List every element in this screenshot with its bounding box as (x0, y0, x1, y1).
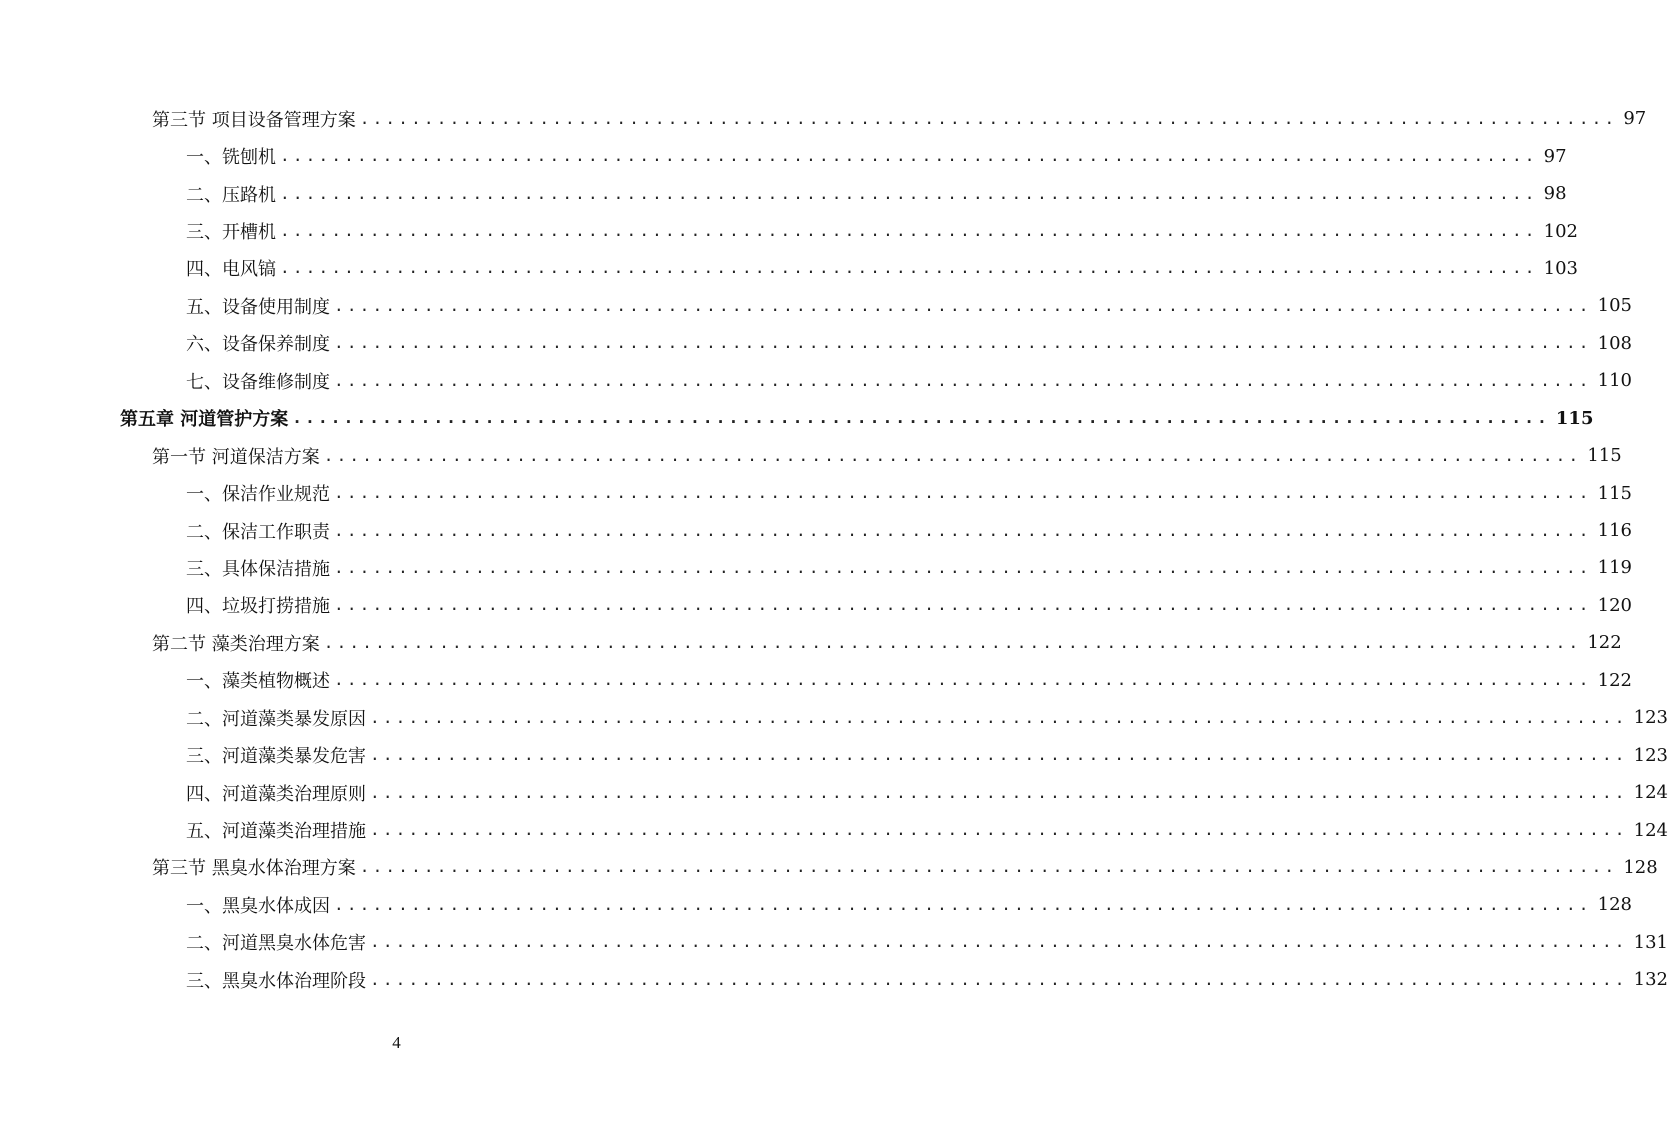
toc-entry-page: 124 (1633, 782, 1668, 804)
toc-entry-title: 二、河道藻类暴发原因 (186, 708, 366, 730)
dot-leader: .................................................................................................. (280, 183, 1538, 203)
toc-entry[interactable] (0, 474, 1632, 511)
toc-entry-page: 115 (1597, 482, 1632, 504)
dot-leader: .................................................................................................. (370, 932, 1628, 952)
toc-entry-page: 116 (1597, 520, 1632, 542)
toc-entry[interactable] (0, 437, 1622, 474)
toc-entry-page: 120 (1597, 594, 1632, 616)
dot-leader: .................................................................................................. (292, 408, 1550, 428)
toc-entry-title: 四、垃圾打捞措施 (186, 596, 330, 618)
toc-entry-title: 一、藻类植物概述 (186, 671, 330, 693)
dot-leader: .................................................................................................. (334, 333, 1592, 353)
toc-entry[interactable] (0, 512, 1632, 549)
toc-entry[interactable] (0, 662, 1632, 699)
table-of-contents (0, 100, 1668, 999)
dot-leader: .................................................................................................. (280, 221, 1538, 241)
dot-leader: .................................................................................................. (334, 520, 1592, 540)
dot-leader: .................................................................................................. (334, 370, 1592, 390)
toc-entry-page: 105 (1597, 295, 1632, 317)
toc-entry[interactable] (0, 811, 1668, 848)
toc-entry[interactable] (0, 624, 1622, 661)
toc-entry-page: 98 (1543, 183, 1567, 205)
toc-entry-page: 122 (1597, 669, 1632, 691)
dot-leader: .................................................................................................. (334, 670, 1592, 690)
dot-leader: .................................................................................................. (370, 782, 1628, 802)
toc-entry-page: 108 (1597, 332, 1632, 354)
dot-leader: .................................................................................................. (370, 707, 1628, 727)
toc-entry[interactable] (0, 961, 1668, 998)
toc-entry-title: 第三节 黑臭水体治理方案 (152, 858, 356, 880)
toc-entry-title: 三、具体保洁措施 (186, 558, 330, 580)
toc-entry[interactable] (0, 736, 1668, 773)
toc-entry-title: 一、保洁作业规范 (186, 484, 330, 506)
toc-entry-page: 124 (1633, 819, 1668, 841)
toc-entry-title: 三、黑臭水体治理阶段 (186, 970, 366, 992)
toc-entry-title: 第二节 藻类治理方案 (152, 633, 320, 655)
toc-entry[interactable] (0, 287, 1632, 324)
page-number: 4 (392, 1033, 401, 1052)
dot-leader: .................................................................................................. (323, 445, 1582, 465)
toc-entry-page: 128 (1623, 856, 1658, 878)
toc-entry[interactable] (0, 175, 1567, 212)
toc-entry-title: 五、设备使用制度 (186, 296, 330, 318)
toc-entry-title: 一、铣刨机 (186, 147, 276, 169)
toc-entry-page: 123 (1633, 707, 1668, 729)
toc-entry[interactable] (0, 886, 1632, 923)
dot-leader: .................................................................................................. (370, 969, 1628, 989)
dot-leader: .................................................................................................. (359, 108, 1618, 128)
toc-entry-page: 97 (1623, 108, 1647, 130)
toc-entry-title: 第一节 河道保洁方案 (152, 446, 320, 468)
toc-entry-title: 三、开槽机 (186, 222, 276, 244)
toc-entry-title: 四、河道藻类治理原则 (186, 783, 366, 805)
toc-entry-page: 131 (1633, 931, 1668, 953)
dot-leader: .................................................................................................. (280, 258, 1538, 278)
toc-entry-title: 二、河道黑臭水体危害 (186, 933, 366, 955)
toc-entry-page: 132 (1633, 969, 1668, 991)
dot-leader: .................................................................................................. (334, 894, 1592, 914)
dot-leader: .................................................................................................. (370, 745, 1628, 765)
toc-entry-page: 122 (1587, 632, 1622, 654)
toc-entry[interactable] (0, 100, 1647, 137)
toc-entry[interactable] (0, 924, 1668, 961)
toc-entry[interactable] (0, 587, 1632, 624)
toc-entry-title: 第五章 河道管护方案 (120, 409, 289, 431)
toc-entry[interactable] (0, 549, 1632, 586)
dot-leader: .................................................................................................. (359, 857, 1618, 877)
toc-entry-page: 103 (1543, 257, 1578, 279)
toc-entry-page: 123 (1633, 744, 1668, 766)
toc-entry-title: 四、电风镐 (186, 259, 276, 281)
toc-entry-title: 一、黑臭水体成因 (186, 895, 330, 917)
toc-entry-page: 97 (1543, 145, 1567, 167)
toc-entry-title: 二、压路机 (186, 184, 276, 206)
toc-entry-page: 119 (1597, 557, 1632, 579)
toc-entry-title: 六、设备保养制度 (186, 334, 330, 356)
toc-entry-page: 115 (1587, 445, 1622, 467)
toc-entry-title: 七、设备维修制度 (186, 371, 330, 393)
toc-entry-page: 110 (1597, 370, 1632, 392)
toc-entry[interactable] (0, 212, 1578, 249)
toc-entry[interactable] (0, 774, 1668, 811)
toc-chapter-entry[interactable] (0, 400, 1594, 437)
toc-entry[interactable] (0, 849, 1658, 886)
dot-leader: .................................................................................................. (370, 820, 1628, 840)
toc-entry-title: 二、保洁工作职责 (186, 521, 330, 543)
toc-entry[interactable] (0, 325, 1632, 362)
dot-leader: .................................................................................................. (334, 483, 1592, 503)
toc-entry[interactable] (0, 699, 1668, 736)
dot-leader: .................................................................................................. (334, 295, 1592, 315)
dot-leader: .................................................................................................. (334, 557, 1592, 577)
dot-leader: .................................................................................................. (334, 595, 1592, 615)
toc-entry[interactable] (0, 250, 1578, 287)
toc-entry-page: 102 (1543, 220, 1578, 242)
toc-entry-page: 115 (1555, 407, 1594, 429)
toc-entry-title: 三、河道藻类暴发危害 (186, 746, 366, 768)
dot-leader: .................................................................................................. (323, 632, 1582, 652)
toc-entry-title: 第三节 项目设备管理方案 (152, 109, 356, 131)
toc-entry-page: 128 (1597, 894, 1632, 916)
toc-entry[interactable] (0, 362, 1632, 399)
toc-entry[interactable] (0, 137, 1567, 174)
toc-entry-title: 五、河道藻类治理措施 (186, 821, 366, 843)
dot-leader: .................................................................................................. (280, 146, 1538, 166)
